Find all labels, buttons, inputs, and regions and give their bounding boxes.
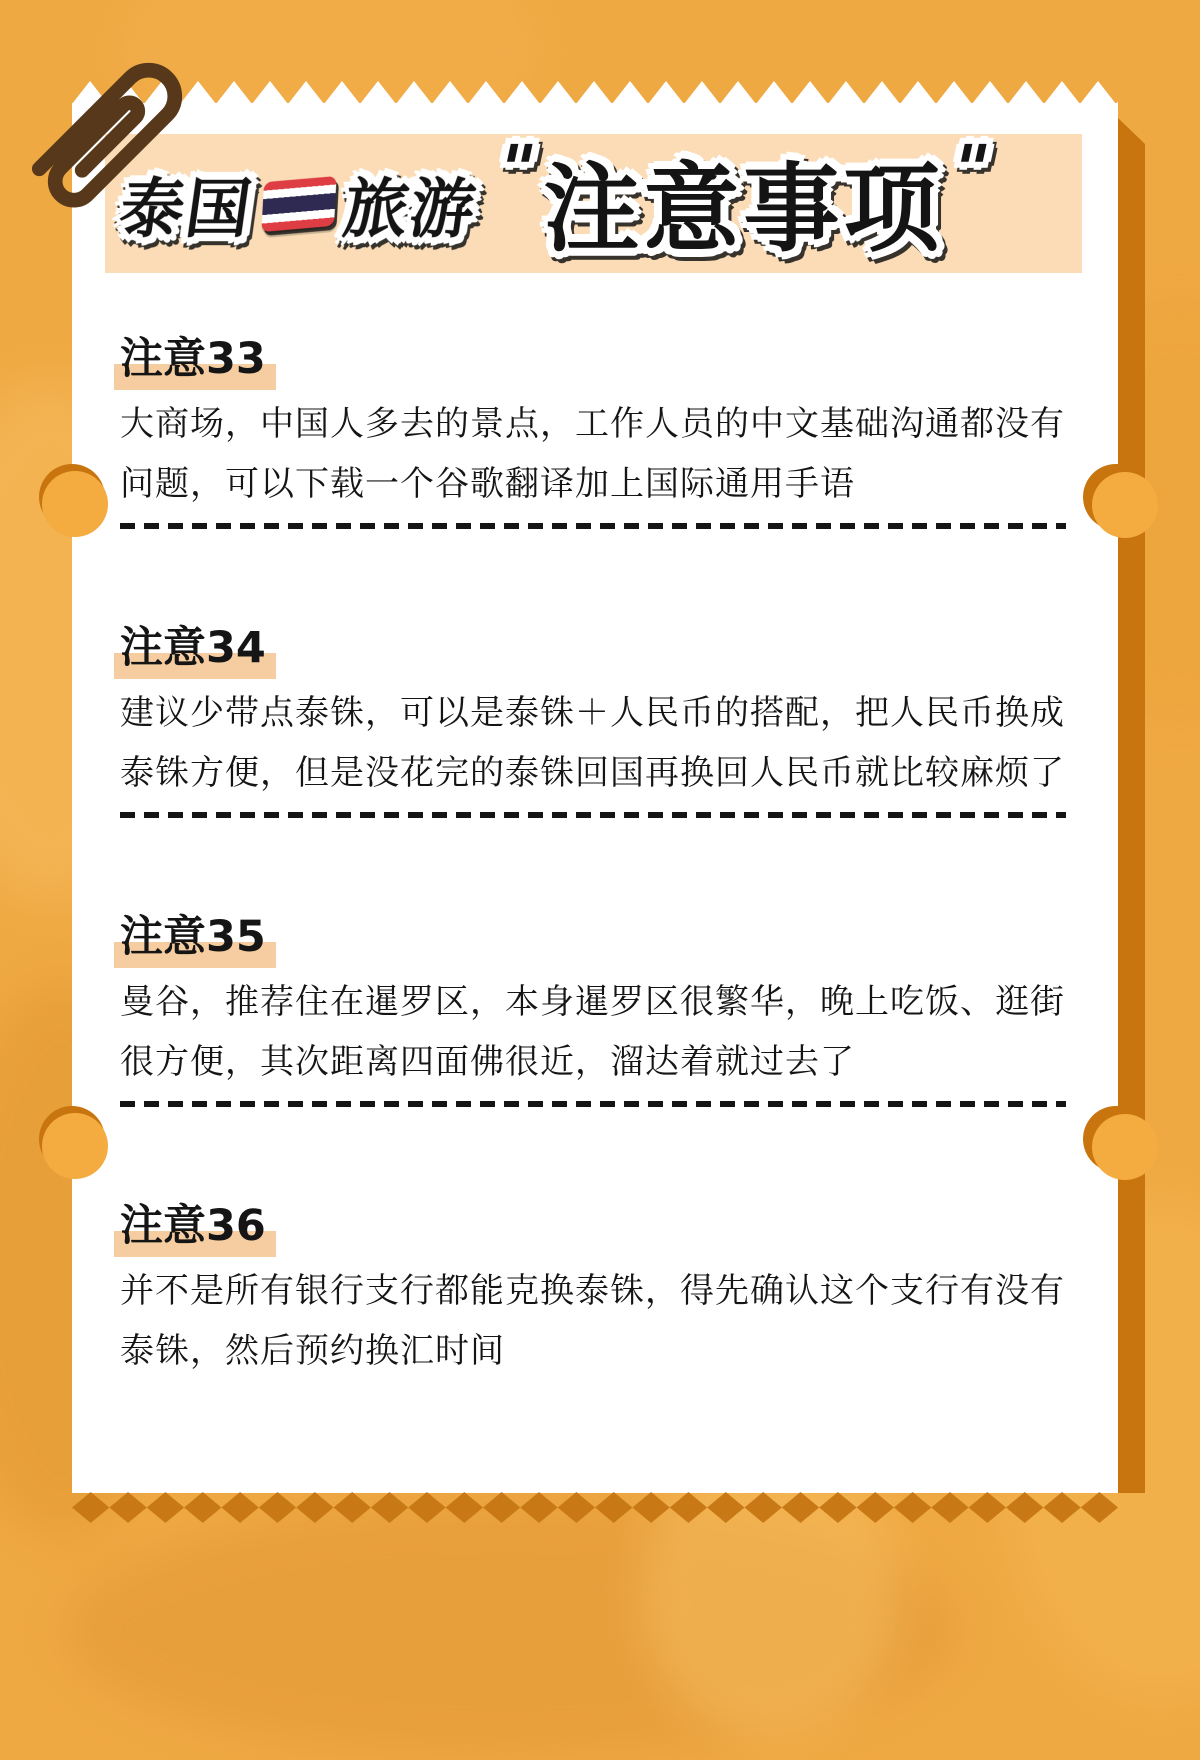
paper-shadow [1118,118,1145,1493]
title-suffix: 旅游 [338,172,482,247]
section-gap [120,818,1068,913]
section-heading-label: 注意35 [120,912,266,962]
section-heading [120,913,266,961]
title-text-main-group [490,130,997,266]
close-quote: " [945,130,997,208]
open-quote: " [490,130,542,208]
section-heading-label: 注意36 [120,1201,266,1251]
thailand-flag-icon [261,175,336,231]
section-gap [120,1107,1068,1202]
diamond-edge-bottom [72,1492,1118,1523]
tips-list [72,273,1118,1381]
section-heading [120,1202,266,1250]
section-body: 建议少带点泰铢，可以是泰铢＋人民币的搭配，把人民币换成泰铢方便，但是没花完的泰铢回国再换回人民币就比较麻烦了 [120,693,1065,793]
page-title: 注意事项 [543,153,944,266]
section-heading-label: 注意33 [120,334,266,384]
tip-section [120,335,1068,624]
section-heading [120,624,266,672]
tip-section [120,624,1068,913]
title-prefix: 泰国 [114,172,258,247]
section-heading [120,335,266,383]
section-body: 曼谷，推荐住在暹罗区，本身暹罗区很繁华，晚上吃饭、逛街很方便，其次距离四面佛很近，溜达着就过去了 [120,982,1065,1082]
section-body: 并不是所有银行支行都能克换泰铢，得先确认这个支行有没有泰铢，然后预约换汇时间 [120,1271,1065,1371]
tip-section [120,913,1068,1202]
section-heading-label: 注意34 [120,623,266,673]
tip-section [120,1202,1068,1381]
title-banner [105,130,1082,273]
section-body: 大商场，中国人多去的景点，工作人员的中文基础沟通都没有问题，可以下载一个谷歌翻译加上国际通用手语 [120,404,1065,504]
section-gap [120,529,1068,624]
